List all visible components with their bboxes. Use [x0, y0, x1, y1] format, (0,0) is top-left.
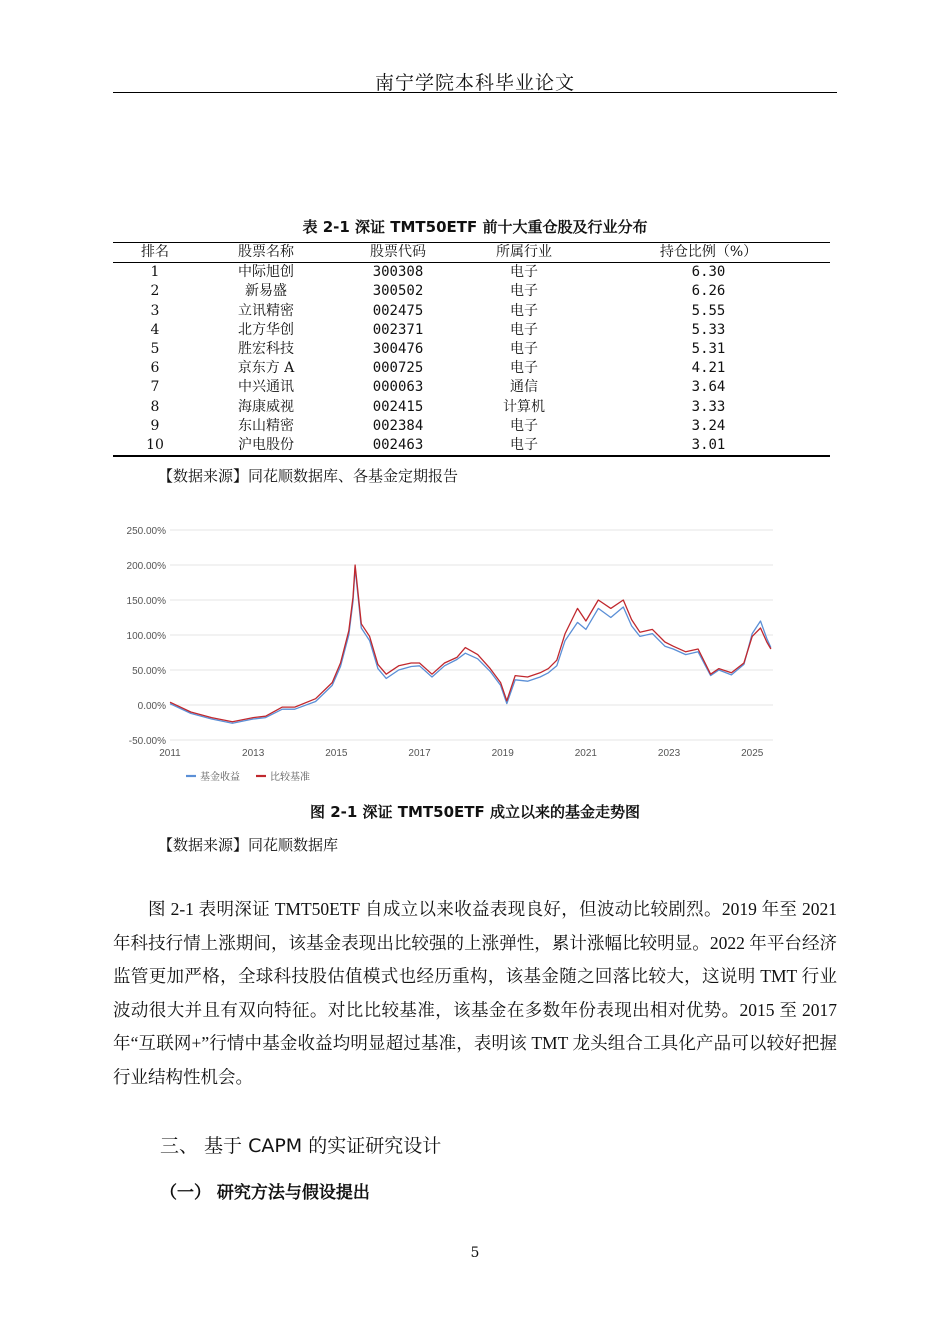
cell-weight: 3.24 [691, 417, 726, 434]
col-header-weight: 持仓比例（%） [659, 244, 758, 261]
cell-stock-code: 002475 [372, 302, 424, 319]
cell-rank: 8 [150, 398, 160, 415]
cell-stock-name: 北方华创 [238, 321, 294, 338]
cell-stock-code: 002415 [372, 398, 424, 415]
x-tick-label: 2019 [491, 748, 514, 759]
cell-weight: 5.31 [691, 341, 726, 358]
cell-stock-name: 东山精密 [238, 417, 294, 434]
cell-stock-code: 000063 [372, 379, 424, 396]
table-row [113, 436, 830, 456]
table-row [113, 302, 830, 321]
cell-industry: 电子 [510, 436, 538, 453]
cell-weight: 3.01 [691, 436, 726, 453]
table-header-row [113, 243, 830, 263]
cell-stock-code: 000725 [372, 360, 424, 377]
running-header: 南宁学院本科毕业论文 [374, 72, 575, 94]
y-tick-label: 100.00% [126, 631, 166, 642]
cell-weight: 6.30 [691, 264, 726, 281]
cell-rank: 4 [150, 321, 160, 338]
col-header-industry: 所属行业 [496, 244, 552, 261]
fund-trend-chart-svg [118, 518, 783, 793]
cell-stock-name: 立讯精密 [238, 302, 294, 319]
table-caption: 表 2-1 深证 TMT50ETF 前十大重仓股及行业分布 [302, 218, 648, 236]
x-tick-label: 2025 [741, 748, 764, 759]
table-row [113, 398, 830, 417]
benchmark-line [170, 565, 771, 722]
cell-industry: 电子 [510, 302, 538, 319]
figure-caption: 图 2-1 深证 TMT50ETF 成立以来的基金走势图 [310, 803, 640, 821]
cell-rank: 2 [150, 283, 160, 300]
cell-weight: 5.55 [691, 302, 726, 319]
cell-industry: 电子 [510, 321, 538, 338]
y-tick-label: 200.00% [126, 561, 166, 572]
y-tick-label: 50.00% [132, 666, 166, 677]
cell-stock-code: 002463 [372, 436, 424, 453]
cell-rank: 10 [146, 436, 164, 453]
cell-stock-code: 002371 [372, 321, 424, 338]
cell-industry: 电子 [510, 264, 538, 281]
fund-return-line [170, 568, 771, 723]
holdings-table [113, 242, 830, 457]
cell-industry: 电子 [510, 341, 538, 358]
cell-rank: 1 [150, 264, 160, 281]
cell-stock-name: 新易盛 [245, 283, 287, 300]
cell-rank: 7 [150, 379, 160, 396]
page-number: 5 [470, 1245, 480, 1261]
cell-stock-code: 300308 [372, 264, 424, 281]
cell-stock-name: 京东方 A [237, 360, 295, 377]
cell-industry: 电子 [510, 360, 538, 377]
cell-rank: 3 [150, 302, 160, 319]
cell-rank: 5 [150, 341, 160, 358]
cell-stock-code: 002384 [372, 417, 424, 434]
legend-label-benchmark: 比较基准 [270, 772, 310, 783]
col-header-stock-code: 股票代码 [370, 244, 426, 261]
body-paragraph: 图 2-1 表明深证 TMT50ETF 自成立以来收益表现良好，但波动比较剧烈。2019 年至 2021 年科技行情上涨期间，该基金表现出比较强的上涨弹性，累计涨幅比较明显。2022 年平台经济监管更加严格，全球科技股估值模式也经历重构，该基金随之回落比较大，这说明 TMT 行业波动很大并且有双向特征。对比比较基准，该基金在多数年份表现出相对优势。2015 至 2017 年“互联网+”行情中基金收益均明显超过基准，表明该 TMT 龙头组合工具化产品可以较好把握行业结构性机会。 [113, 899, 837, 1087]
x-tick-label: 2021 [574, 748, 597, 759]
cell-weight: 6.26 [691, 283, 726, 300]
table-row [113, 263, 830, 283]
fund-trend-chart [118, 518, 783, 793]
y-tick-label: 0.00% [137, 701, 166, 712]
cell-industry: 电子 [510, 283, 538, 300]
figure-source-note: 【数据来源】同花顺数据库 [158, 836, 339, 854]
x-tick-label: 2023 [657, 748, 681, 759]
cell-stock-name: 胜宏科技 [238, 341, 294, 358]
header-rule [113, 92, 837, 93]
cell-industry: 电子 [510, 417, 538, 434]
cell-weight: 5.33 [691, 321, 726, 338]
col-header-rank: 排名 [141, 244, 169, 261]
section-heading: 三、 基于 CAPM 的实证研究设计 [160, 1135, 442, 1157]
table-row [113, 282, 830, 301]
x-tick-label: 2011 [159, 748, 181, 759]
cell-rank: 6 [150, 360, 160, 377]
cell-stock-code: 300502 [372, 283, 424, 300]
cell-stock-name: 沪电股份 [238, 436, 294, 453]
subsection-heading: （一） 研究方法与假设提出 [160, 1183, 370, 1203]
cell-weight: 3.64 [691, 379, 726, 396]
x-tick-label: 2015 [325, 748, 348, 759]
cell-stock-name: 中兴通讯 [238, 379, 294, 396]
table-row [113, 417, 830, 436]
cell-stock-code: 300476 [372, 341, 424, 358]
y-tick-label: 250.00% [126, 526, 166, 537]
cell-industry: 通信 [510, 379, 538, 396]
table-row [113, 321, 830, 340]
y-tick-label: 150.00% [126, 596, 166, 607]
cell-industry: 计算机 [503, 398, 545, 415]
cell-stock-name: 海康威视 [238, 398, 294, 415]
table-source-note: 【数据来源】同花顺数据库、各基金定期报告 [158, 467, 459, 485]
y-tick-label: -50.00% [128, 736, 166, 747]
cell-weight: 4.21 [691, 360, 726, 377]
cell-stock-name: 中际旭创 [238, 264, 294, 281]
cell-weight: 3.33 [691, 398, 726, 415]
x-tick-label: 2017 [408, 748, 431, 759]
cell-rank: 9 [150, 417, 160, 434]
legend-label-fund: 基金收益 [200, 772, 240, 783]
table-row [113, 340, 830, 359]
table-row [113, 378, 830, 397]
x-tick-label: 2013 [242, 748, 265, 759]
table-row [113, 359, 830, 378]
col-header-stock-name: 股票名称 [238, 244, 294, 261]
